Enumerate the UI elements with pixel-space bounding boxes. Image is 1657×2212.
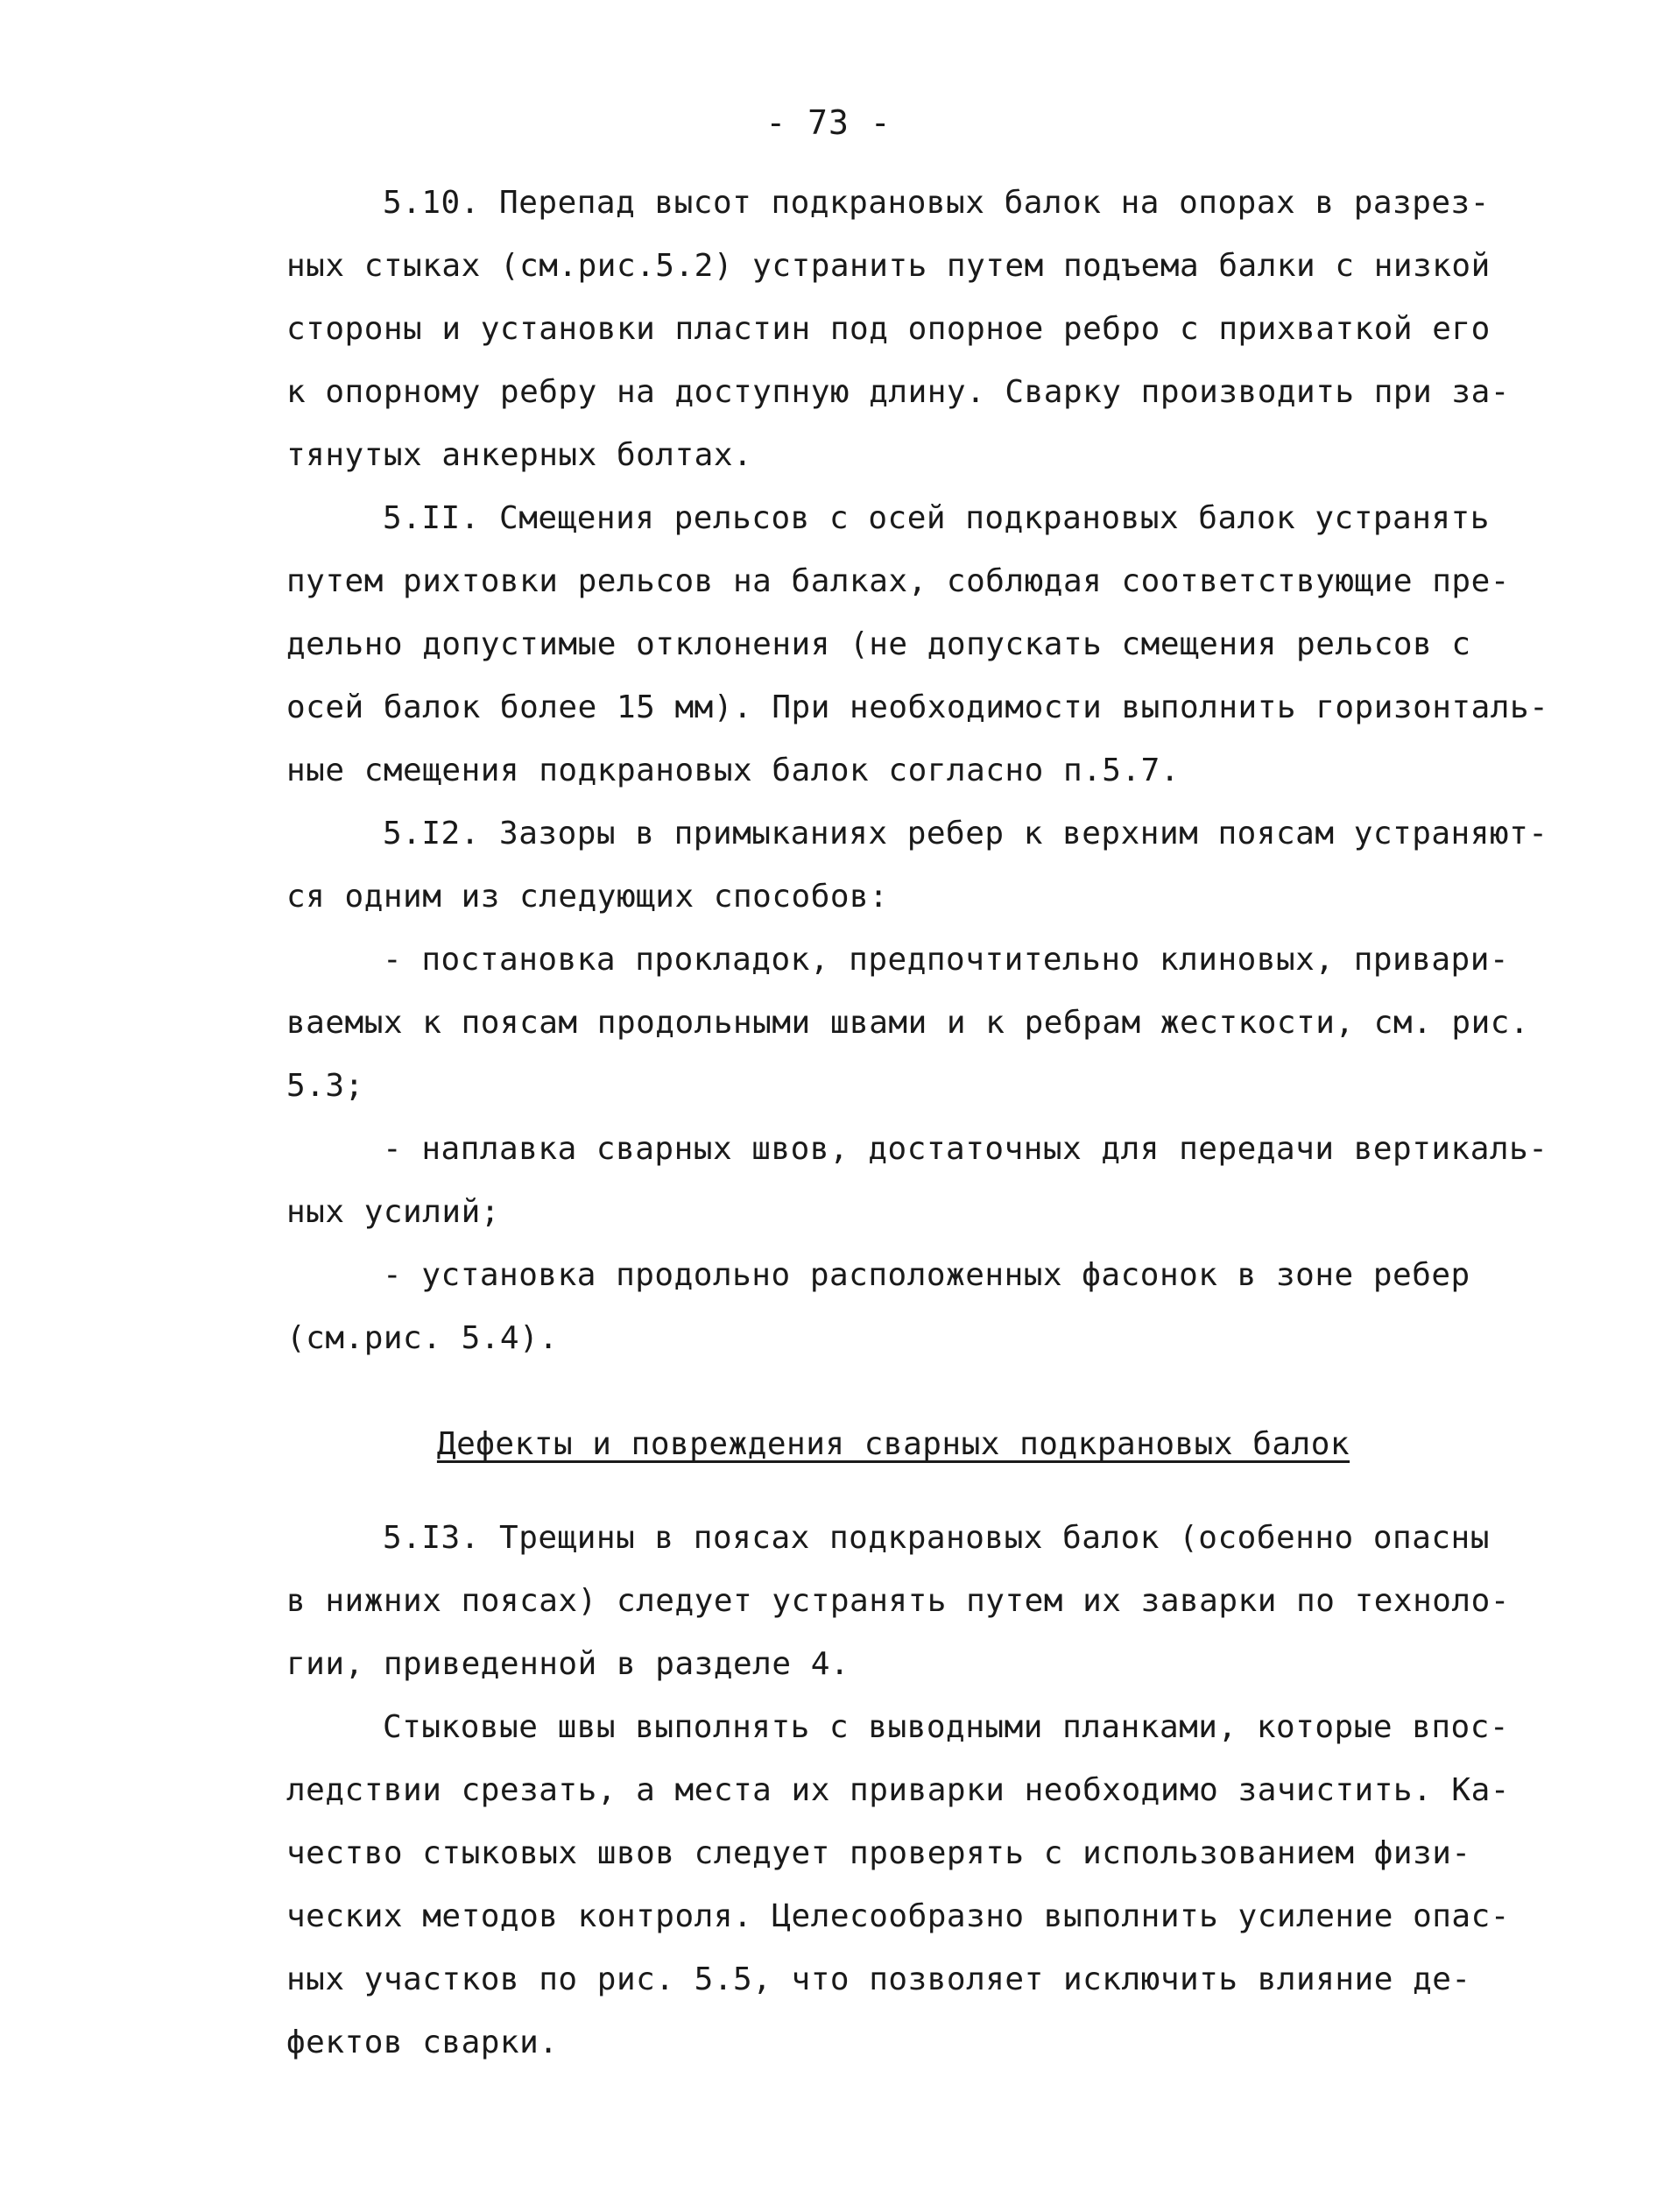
paragraph-5-13-line: 5.I3. Трещины в поясах подкрановых балок (особенно опасны: [383, 1520, 1490, 1556]
paragraph-5-10-line: к опорному ребру на доступную длину. Сварку производить при за-: [286, 374, 1510, 410]
paragraph-5-11-line: 5.II. Смещения рельсов с осей подкрановых балок устранять: [383, 500, 1490, 536]
paragraph-5-10-line: 5.10. Перепад высот подкрановых балок на опорах в разрез-: [383, 185, 1490, 221]
paragraph-butt-welds-line: ческих методов контроля. Целесообразно выполнить усиление опас-: [286, 1898, 1510, 1934]
paragraph-5-11-line: ные смещения подкрановых балок согласно п.5.7.: [286, 753, 1180, 788]
paragraph-5-13-line: гии, приведенной в разделе 4.: [286, 1646, 850, 1682]
paragraph-butt-welds-line: ледствии срезать, а места их приварки необходимо зачистить. Ка-: [286, 1772, 1510, 1808]
body-text-lower: [286, 1507, 1530, 2074]
paragraph-butt-welds-line: фектов сварки.: [286, 2025, 559, 2060]
paragraph-5-12-line: ся одним из следующих способов:: [286, 879, 889, 915]
page-number: - 73 -: [765, 103, 892, 142]
paragraph-5-12-line: 5.I2. Зазоры в примыканиях ребер к верхним поясам устраняют-: [383, 816, 1548, 852]
list-item-line: (см.рис. 5.4).: [286, 1320, 559, 1356]
list-item-line: 5.3;: [286, 1068, 364, 1104]
list-item-line: - постановка прокладок, предпочтительно клиновых, привари-: [383, 942, 1510, 978]
paragraph-5-11-line: дельно допустимые отклонения (не допускать смещения рельсов с: [286, 626, 1471, 662]
paragraph-butt-welds-line: Стыковые швы выполнять с выводными планками, которые впос-: [383, 1709, 1510, 1745]
paragraph-5-10-line: ных стыках (см.рис.5.2) устранить путем подъема балки с низкой: [286, 248, 1491, 284]
paragraph-5-13-line: в нижних поясах) следует устранять путем их заварки по техноло-: [286, 1583, 1510, 1619]
section-heading: Дефекты и повреждения сварных подкрановых балок: [436, 1426, 1350, 1462]
paragraph-5-10-line: стороны и установки пластин под опорное ребро с прихваткой его: [286, 311, 1491, 347]
list-item-line: - установка продольно расположенных фасонок в зоне ребер: [383, 1257, 1470, 1293]
body-text-upper: [286, 172, 1549, 1370]
list-item-line: ваемых к поясам продольными швами и к ребрам жесткости, см. рис.: [286, 1005, 1530, 1041]
paragraph-butt-welds-line: чество стыковых швов следует проверять с использованием физи-: [286, 1835, 1471, 1871]
paragraph-5-10-line: тянутых анкерных болтах.: [286, 437, 753, 473]
paragraph-butt-welds-line: ных участков по рис. 5.5, что позволяет исключить влияние де-: [286, 1961, 1471, 1997]
paragraph-5-11-line: путем рихтовки рельсов на балках, соблюдая соответствующие пре-: [286, 563, 1510, 599]
list-item-line: - наплавка сварных швов, достаточных для передачи вертикаль-: [383, 1131, 1548, 1167]
list-item-line: ных усилий;: [286, 1194, 500, 1230]
paragraph-5-11-line: осей балок более 15 мм). При необходимости выполнить горизонталь-: [286, 689, 1549, 725]
